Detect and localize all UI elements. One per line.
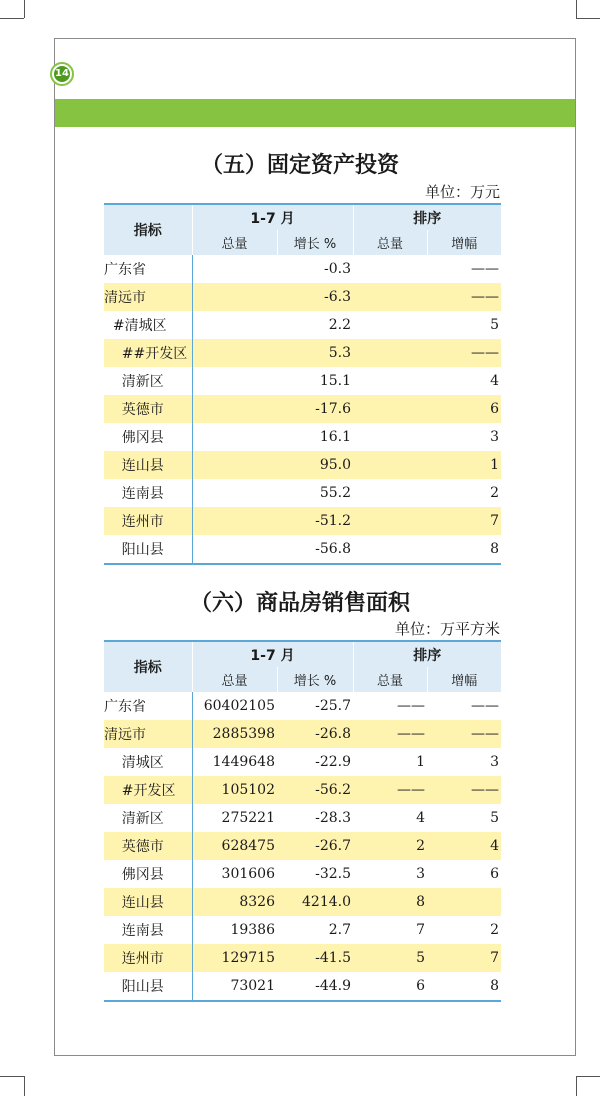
row-rank-growth: 4 (427, 832, 501, 860)
row-rank-total: —— (353, 776, 427, 804)
row-rank-growth: 8 (427, 972, 501, 1001)
row-growth: -25.7 (315, 698, 352, 714)
row-growth: 15.1 (319, 373, 352, 389)
crop-mark (0, 18, 24, 19)
row-rank-total (353, 451, 427, 479)
header-rank-growth: 增幅 (427, 667, 501, 692)
row-name: 阳山县 (104, 972, 192, 1001)
table-row (104, 423, 501, 451)
table-row (104, 860, 501, 888)
section1-unit: 单位：万元 (424, 183, 500, 201)
page-number: 14 (54, 66, 70, 82)
row-rank-growth: —— (427, 776, 501, 804)
crop-mark (576, 0, 577, 18)
row-total: 60402105 (203, 698, 275, 714)
row-name: 连州市 (104, 507, 192, 535)
row-rank-growth: 2 (490, 922, 500, 938)
row-total (192, 283, 277, 311)
row-rank-growth: 5 (490, 317, 500, 333)
row-rank-total (353, 479, 427, 507)
row-name: 英德市 (104, 395, 192, 423)
row-rank-growth: —— (427, 720, 501, 748)
row-rank-growth: 5 (490, 810, 500, 826)
row-growth: 2.2 (328, 317, 352, 333)
row-total (192, 535, 277, 564)
row-rank-growth: 2 (490, 485, 500, 501)
row-total (192, 255, 277, 283)
row-rank-total (353, 255, 427, 283)
row-total: 275221 (221, 810, 275, 826)
banner-title: 九、省市区主要经济指标 (94, 65, 260, 83)
table-row (104, 255, 501, 283)
header-growth: 增长 % (277, 230, 353, 255)
row-rank-growth (427, 888, 501, 916)
header-indicator: 指标 (104, 641, 192, 692)
header-rank-growth: 增幅 (427, 230, 501, 255)
row-rank-total: 8 (353, 888, 427, 916)
row-growth: 95.0 (277, 451, 353, 479)
row-rank-total (353, 535, 427, 564)
row-growth: -26.7 (277, 832, 353, 860)
table-row (104, 535, 501, 564)
row-rank-total: 1 (416, 754, 426, 770)
row-total: 105102 (192, 776, 277, 804)
table-row (104, 451, 501, 479)
section-banner (55, 99, 575, 127)
table-row (104, 339, 501, 367)
row-name: 连山县 (104, 451, 192, 479)
table-row (104, 507, 501, 535)
section2-title: （六）商品房销售面积 (189, 591, 410, 616)
table-row (104, 692, 501, 720)
row-total: 8326 (192, 888, 277, 916)
row-growth: -56.8 (277, 535, 353, 564)
crop-mark (24, 1076, 25, 1096)
row-rank-growth: —— (427, 339, 501, 367)
row-name: 清城区 (104, 748, 192, 776)
row-growth: 5.3 (277, 339, 353, 367)
row-rank-total (353, 339, 427, 367)
row-rank-growth: 3 (490, 429, 500, 445)
row-rank-total (353, 507, 427, 535)
row-growth: -32.5 (315, 866, 352, 882)
row-growth: 2.7 (328, 922, 352, 938)
table-row (104, 395, 501, 423)
row-growth: -28.3 (315, 810, 352, 826)
row-rank-total: —— (397, 698, 426, 714)
row-total: 129715 (192, 944, 277, 972)
row-growth: -26.8 (277, 720, 353, 748)
table-row (104, 972, 501, 1001)
header-rank: 排序 (353, 641, 501, 667)
crop-mark (24, 0, 25, 18)
table-row (104, 720, 501, 748)
row-rank-growth: 8 (427, 535, 501, 564)
row-rank-total (353, 395, 427, 423)
crop-mark (576, 1076, 600, 1077)
table-row (104, 944, 501, 972)
table-row (104, 367, 501, 395)
table-row (104, 311, 501, 339)
row-name: 英德市 (104, 832, 192, 860)
row-rank-total (353, 423, 427, 451)
table-row (104, 888, 501, 916)
row-rank-growth: 4 (490, 373, 500, 389)
crop-mark (576, 18, 600, 19)
row-name: 清新区 (104, 367, 192, 395)
row-total (192, 367, 277, 395)
section2-unit: 单位：万平方米 (394, 620, 500, 638)
row-growth: 4214.0 (277, 888, 353, 916)
row-growth: -0.3 (324, 261, 352, 277)
row-rank-growth: —— (471, 261, 500, 277)
row-rank-total: 2 (353, 832, 427, 860)
row-total (192, 339, 277, 367)
row-name: 清远市 (104, 720, 192, 748)
row-name: 清远市 (104, 283, 192, 311)
row-rank-growth: 3 (490, 754, 500, 770)
table-row (104, 283, 501, 311)
row-total (192, 451, 277, 479)
row-name: #开发区 (104, 776, 192, 804)
row-name: ##开发区 (104, 339, 192, 367)
header-total: 总量 (192, 667, 277, 692)
row-total (192, 507, 277, 535)
row-rank-total: 4 (416, 810, 426, 826)
table-row (104, 748, 501, 776)
header-period: 1-7 月 (192, 641, 353, 667)
row-total: 2885398 (192, 720, 277, 748)
row-rank-growth: 6 (427, 395, 501, 423)
row-total: 19386 (230, 922, 275, 938)
housing-sales-table (104, 640, 501, 1002)
row-total: 628475 (192, 832, 277, 860)
row-rank-growth: 1 (427, 451, 501, 479)
row-rank-total: —— (353, 720, 427, 748)
row-total (192, 311, 277, 339)
fixed-asset-table (104, 203, 501, 565)
row-name: 连山县 (104, 888, 192, 916)
row-name: 佛冈县 (104, 423, 192, 451)
row-rank-total: 3 (416, 866, 426, 882)
row-rank-total: 7 (416, 922, 426, 938)
row-total (192, 395, 277, 423)
header-rank-total: 总量 (353, 230, 427, 255)
row-rank-growth: 6 (490, 866, 500, 882)
row-growth: -41.5 (277, 944, 353, 972)
row-rank-total: 6 (353, 972, 427, 1001)
table-row (104, 776, 501, 804)
header-period: 1-7 月 (192, 204, 353, 230)
row-rank-total: 5 (353, 944, 427, 972)
row-growth: 55.2 (319, 485, 352, 501)
header-indicator: 指标 (104, 204, 192, 255)
row-growth: -6.3 (277, 283, 353, 311)
row-name: 广东省 (104, 692, 192, 720)
row-rank-total (353, 283, 427, 311)
table-row (104, 832, 501, 860)
row-rank-growth: —— (471, 698, 500, 714)
row-rank-growth: 7 (427, 507, 501, 535)
table-row (104, 804, 501, 832)
table-row (104, 916, 501, 944)
row-growth: -44.9 (277, 972, 353, 1001)
header-total: 总量 (192, 230, 277, 255)
row-name: 连南县 (104, 479, 192, 507)
header-growth: 增长 % (277, 667, 353, 692)
row-total (192, 423, 277, 451)
row-name: 佛冈县 (104, 860, 192, 888)
header-rank-total: 总量 (353, 667, 427, 692)
row-rank-total (353, 311, 427, 339)
row-name: 广东省 (104, 255, 192, 283)
row-growth: 16.1 (319, 429, 352, 445)
crop-mark (576, 1076, 577, 1096)
row-total: 301606 (221, 866, 275, 882)
table-row (104, 479, 501, 507)
row-name: 连南县 (104, 916, 192, 944)
row-name: 清新区 (104, 804, 192, 832)
row-name: 连州市 (104, 944, 192, 972)
row-growth: -56.2 (277, 776, 353, 804)
row-name: #清城区 (104, 311, 192, 339)
row-growth: -22.9 (315, 754, 352, 770)
row-rank-growth: —— (427, 283, 501, 311)
row-total: 1449648 (212, 754, 275, 770)
row-total (192, 479, 277, 507)
row-growth: -51.2 (277, 507, 353, 535)
row-name: 阳山县 (104, 535, 192, 564)
row-rank-total (353, 367, 427, 395)
crop-mark (0, 1076, 24, 1077)
page-number-badge (50, 62, 74, 86)
row-rank-growth: 7 (427, 944, 501, 972)
row-total: 73021 (192, 972, 277, 1001)
header-rank: 排序 (353, 204, 501, 230)
row-growth: -17.6 (277, 395, 353, 423)
section1-title: （五）固定资产投资 (200, 153, 399, 178)
